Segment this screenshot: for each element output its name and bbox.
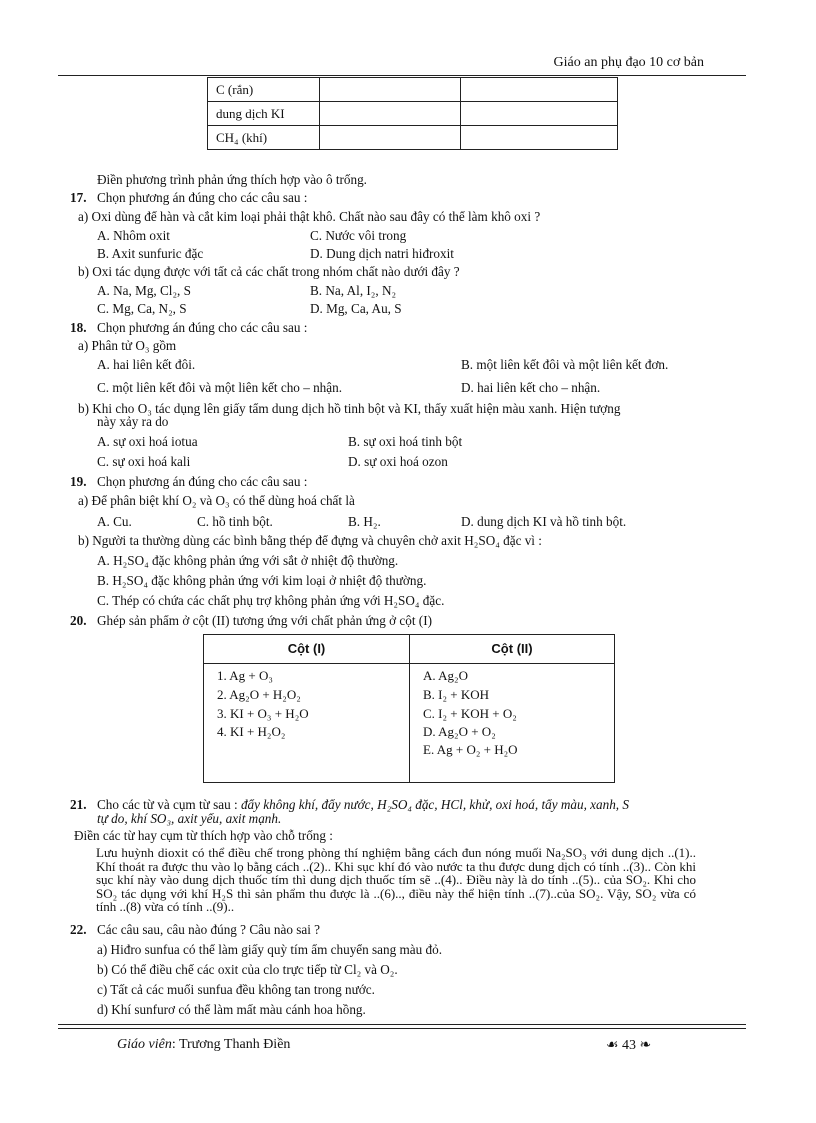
- question-18-prompt: Chọn phương án đúng cho các câu sau :: [97, 320, 308, 335]
- list-item: A. Ag₂O: [423, 668, 468, 683]
- question-20-prompt: Ghép sản phẩm ở cột (II) tương ứng với chất phản ứng ở cột (I): [97, 613, 432, 628]
- footer-rule-thin: [58, 1028, 746, 1029]
- option-text: D. sự oxi hoá ozon: [348, 454, 448, 469]
- matching-column-1: [204, 635, 410, 782]
- list-item: 4. KI + H₂O₂: [217, 724, 286, 739]
- question-18b: b) Khi cho O₃ tác dụng lên giấy tẩm dung dịch hồ tinh bột và KI, thấy xuất hiện màu xanh. Hiện tượng: [78, 401, 621, 416]
- instruction-text: Điền phương trình phản ứng thích hợp vào ô trống.: [97, 172, 367, 187]
- document-header-title: Giáo an phụ đạo 10 cơ bản: [553, 55, 704, 70]
- option-text: B. Axit sunfuric đặc: [97, 246, 204, 261]
- question-number: 21.: [70, 797, 87, 812]
- option-text: C. một liên kết đôi và một liên kết cho – nhận.: [97, 380, 343, 395]
- table-cell: [320, 102, 461, 126]
- option-text: B. sự oxi hoá tinh bột: [348, 434, 463, 449]
- option-text: B. H₂SO₄ đặc không phản ứng với kim loại ở nhiệt độ thường.: [97, 573, 427, 588]
- statement-text: c) Tất cả các muối sunfua đều không tan trong nước.: [97, 982, 375, 997]
- option-text: A. H₂SO₄ đặc không phản ứng với sắt ở nhiệt độ thường.: [97, 553, 399, 568]
- matching-table: [203, 634, 615, 783]
- option-text: B. Na, Al, I₂, N₂: [310, 283, 397, 298]
- option-text: B. H₂.: [348, 514, 381, 529]
- page-number: ☙ 43 ❧: [606, 1038, 652, 1053]
- statement-text: b) Có thể điều chế các oxit của clo trực tiếp từ Cl₂ và O₂.: [97, 962, 398, 977]
- statement-text: a) Hiđro sunfua có thể làm giấy quỳ tím ẩm chuyển sang màu đỏ.: [97, 942, 442, 957]
- list-item: D. Ag₂O + O₂: [423, 724, 496, 739]
- table-cell: [461, 126, 618, 150]
- table-row: [208, 78, 618, 102]
- question-21-instruction: Điền các từ hay cụm từ thích hợp vào chỗ trống :: [74, 828, 333, 843]
- question-17b: b) Oxi tác dụng được với tất cả các chất trong nhóm chất nào dưới đây ?: [78, 264, 460, 279]
- teacher-name: : Trương Thanh Điền: [171, 1037, 291, 1052]
- table-cell: [461, 78, 618, 102]
- statement-text: d) Khí sunfurơ có thể làm mất màu cánh hoa hồng.: [97, 1002, 366, 1017]
- table-cell: [320, 78, 461, 102]
- question-18b-cont: này xảy ra do: [97, 414, 169, 429]
- option-text: D. hai liên kết cho – nhận.: [461, 380, 601, 395]
- option-text: A. Cu.: [97, 514, 132, 529]
- question-18a: a) Phân tử O₃ gồm: [78, 338, 177, 353]
- table-cell: dung dịch KI: [208, 102, 320, 126]
- question-number: 18.: [70, 320, 87, 335]
- question-number: 20.: [70, 613, 87, 628]
- teacher-label: Giáo viên: [117, 1037, 172, 1052]
- option-text: C. Mg, Ca, N₂, S: [97, 301, 187, 316]
- question-17a: a) Oxi dùng để hàn và cắt kim loại phải thật khô. Chất nào sau đây có thể làm khô oxi ?: [78, 209, 541, 224]
- matching-column-2: [410, 635, 614, 782]
- question-19b: b) Người ta thường dùng các bình bằng thép để đựng và chuyên chở axit H₂SO₄ đặc vì :: [78, 533, 542, 548]
- table-cell: [461, 102, 618, 126]
- option-text: C. hồ tinh bột.: [197, 514, 273, 529]
- table-cell: [320, 126, 461, 150]
- option-text: B. một liên kết đôi và một liên kết đơn.: [461, 357, 669, 372]
- question-21-word-list: đẩy không khí, đẩy nước, H₂SO₄ đặc, HCl, khử, oxi hoá, tẩy màu, xanh, S: [240, 797, 629, 812]
- option-text: C. Nước vôi trong: [310, 228, 407, 243]
- table-cell: C (rắn): [208, 78, 320, 102]
- list-item: 1. Ag + O₃: [217, 668, 273, 683]
- question-number: 17.: [70, 190, 87, 205]
- footer-rule: [58, 1024, 746, 1025]
- list-item: B. I₂ + KOH: [423, 687, 490, 702]
- column-header: Cột (II): [410, 635, 614, 664]
- list-item: 2. Ag₂O + H₂O₂: [217, 687, 301, 702]
- question-number: 22.: [70, 922, 87, 937]
- option-text: D. Mg, Ca, Au, S: [310, 301, 402, 316]
- option-text: A. Nhôm oxit: [97, 228, 170, 243]
- list-item: C. I₂ + KOH + O₂: [423, 706, 517, 721]
- question-19-prompt: Chọn phương án đúng cho các câu sau :: [97, 474, 308, 489]
- table-row: [208, 102, 618, 126]
- question-17-prompt: Chọn phương án đúng cho các câu sau :: [97, 190, 308, 205]
- header-rule: [58, 75, 746, 76]
- footer-teacher: [117, 1037, 290, 1053]
- table-row: [208, 126, 618, 150]
- option-text: D. Dung dịch natri hiđroxit: [310, 246, 454, 261]
- option-text: C. sự oxi hoá kali: [97, 454, 191, 469]
- question-22-prompt: Các câu sau, câu nào đúng ? Câu nào sai ?: [97, 922, 321, 937]
- question-21-word-list-cont: tự do, khí SO₃, axit yếu, axit mạnh.: [97, 811, 282, 826]
- list-item: E. Ag + O₂ + H₂O: [423, 742, 518, 757]
- option-text: A. sự oxi hoá iotua: [97, 434, 198, 449]
- option-text: A. Na, Mg, Cl₂, S: [97, 283, 191, 298]
- list-item: 3. KI + O₃ + H₂O: [217, 706, 309, 721]
- option-text: D. dung dịch KI và hồ tinh bột.: [461, 514, 627, 529]
- table-cell: CH₄ (khí): [208, 126, 320, 150]
- reaction-table: [207, 77, 618, 150]
- option-text: C. Thép có chứa các chất phụ trợ không phản ứng với H₂SO₄ đặc.: [97, 593, 445, 608]
- column-header: Cột (I): [204, 635, 409, 664]
- question-number: 19.: [70, 474, 87, 489]
- question-21-lead: Cho các từ và cụm từ sau :: [97, 797, 241, 812]
- option-text: A. hai liên kết đôi.: [97, 357, 196, 372]
- question-19a: a) Để phân biệt khí O₂ và O₃ có thể dùng hoá chất là: [78, 493, 355, 508]
- question-21-paragraph: Lưu huỳnh dioxit có thể điều chế trong phòng thí nghiệm bằng cách đun nóng muối Na₂SO₃ với dung dịch ..(1).. Khí thoát ra được thu vào lọ bằng cách ..(2).. Khi sục khí đó vào nước ta thu được dung dịch có tính ..(3).. Còn khi sục khí này vào dung dịch thuốc tím thì dung dịch thuốc tím sẽ ..(4).. Điều này là do tính ..(5).. của SO₂. Khi cho SO₂ tác dụng với khí H₂S thì sản phẩm thu được là ..(6).., điều này thể hiện tính ..(7)..của SO₂. Vậy, SO₂ vừa có tính ..(8) vừa có tính ..(9)..: [96, 845, 696, 914]
